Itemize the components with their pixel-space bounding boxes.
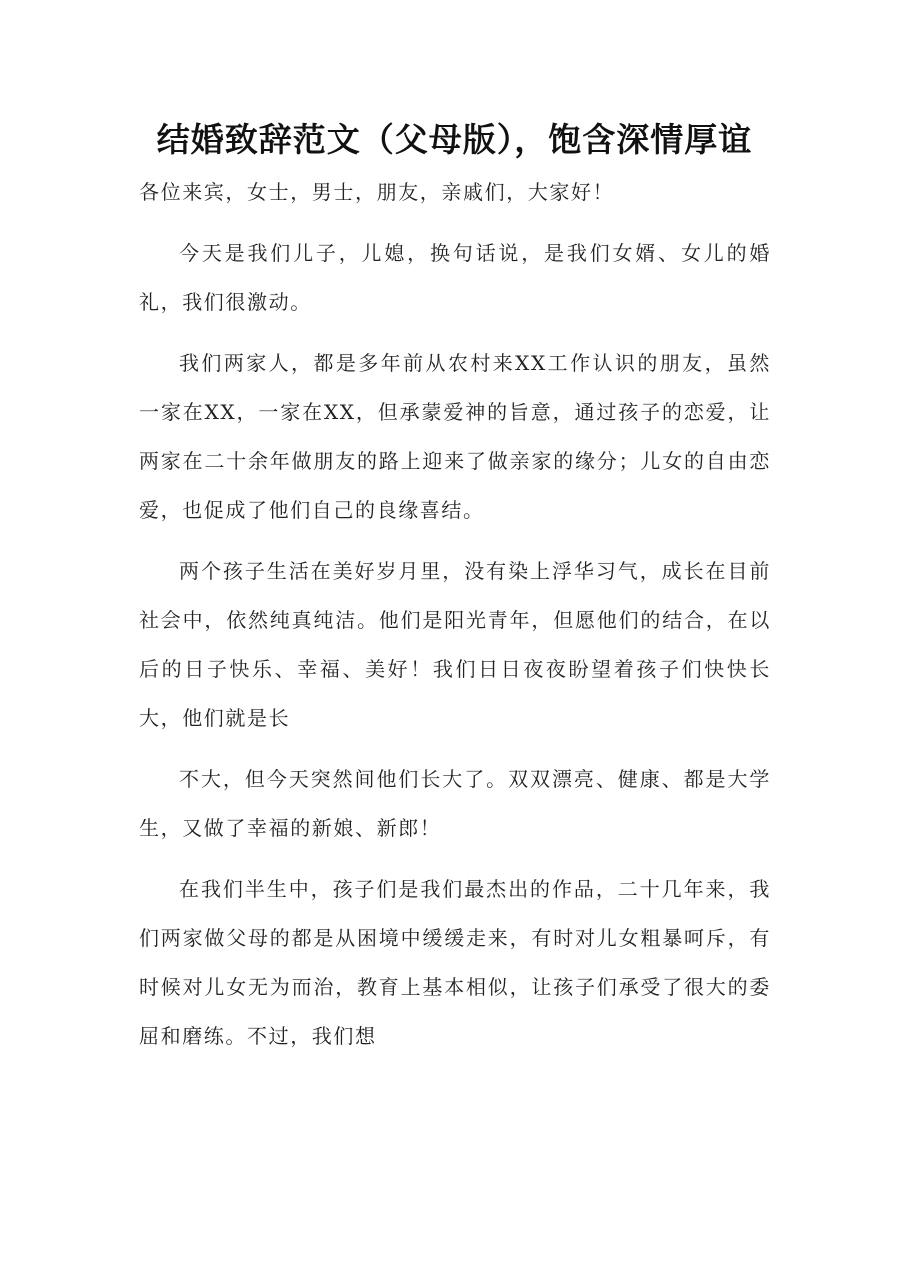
body-paragraph: 不大，但今天突然间他们长大了。双双漂亮、健康、都是大学生，又做了幸福的新娘、新郎！ <box>139 767 771 840</box>
document-title: 结婚致辞范文（父母版），饱含深情厚谊 <box>156 120 753 159</box>
body-paragraph: 两个孩子生活在美好岁月里，没有染上浮华习气，成长在目前社会中，依然纯真纯洁。他们是阳光青年，但愿他们的结合，在以后的日子快乐、幸福、美好！我们日日夜夜盼望着孩子们快快长大，他们就是长 <box>139 559 771 730</box>
greeting-paragraph: 各位来宾，女士，男士，朋友，亲戚们，大家好！ <box>139 180 615 204</box>
document-body <box>139 168 771 1073</box>
body-paragraph: 我们两家人，都是多年前从农村来XX工作认识的朋友，虽然一家在XX，一家在XX，但承蒙爱神的旨意，通过孩子的恋爱，让两家在二十余年做朋友的路上迎来了做亲家的缘分；儿女的自由恋爱，也促成了他们自己的良缘喜结。 <box>139 351 771 522</box>
body-paragraph: 在我们半生中，孩子们是我们最杰出的作品，二十几年来，我们两家做父母的都是从困境中缓缓走来，有时对儿女粗暴呵斥，有时候对儿女无为而治，教育上基本相似，让孩子们承受了很大的委屈和磨练。不过，我们想 <box>139 877 771 1048</box>
body-paragraph: 今天是我们儿子，儿媳，换句话说，是我们女婿、女儿的婚礼，我们很激动。 <box>139 241 771 314</box>
